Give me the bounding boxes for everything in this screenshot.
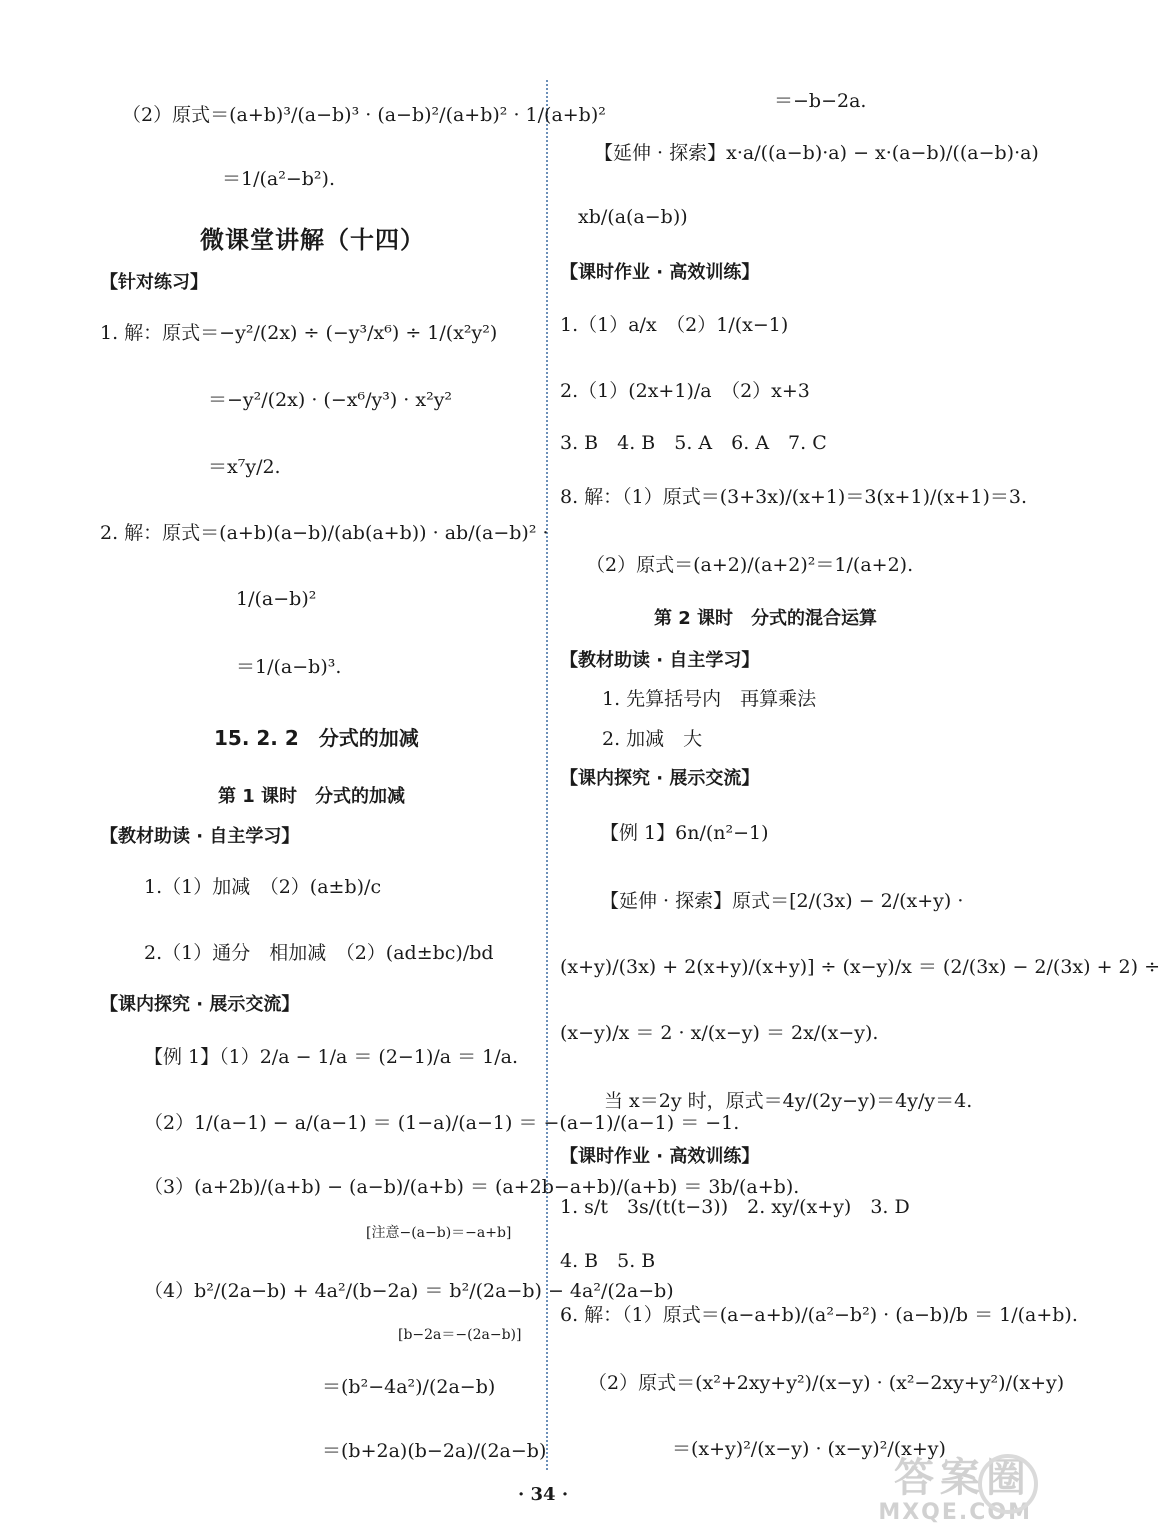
- practice-1-line-3: ＝x⁷y/2.: [208, 456, 281, 478]
- homework-2-q1-3: 1. s/t 3s/(t(t−3)) 2. xy/(x+y) 3. D: [560, 1196, 910, 1218]
- note-2: [b−2a＝−(2a−b)]: [398, 1327, 522, 1343]
- homework-2-q6-2: （2）原式＝(x²+2xy+y²)/(x−y) · (x²−2xy+y²)/(x+y): [588, 1372, 1065, 1394]
- right-line-1: ＝−b−2a.: [774, 90, 867, 112]
- section-title-micro-lesson: 微课堂讲解（十四）: [200, 226, 425, 254]
- left-line-1: （2）原式＝(a+b)³/(a−b)³ · (a−b)²/(a+b)² · 1/(a+b)²: [122, 104, 606, 126]
- page-number: · 34 ·: [518, 1484, 569, 1505]
- homework-1-q1: 1.（1）a/x （2）1/(x−1): [560, 314, 789, 336]
- watermark-text-bottom: MXQE.COM: [878, 1500, 1032, 1525]
- reading-2-answer-2: 2. 加减 大: [602, 728, 703, 750]
- extension-2-line-3: (x−y)/x ＝ 2 · x/(x−y) ＝ 2x/(x−y).: [560, 1022, 879, 1044]
- reading-answer-1: 1.（1）加减 （2）(a±b)/c: [144, 876, 382, 898]
- homework-2-q6-1: 6. 解：（1）原式＝(a−a+b)/(a²−b²) · (a−b)/b ＝ 1/(a+b).: [560, 1304, 1078, 1326]
- section-header-homework-2: 【课时作业 · 高效训练】: [560, 1146, 760, 1167]
- lesson-1-title: 第 1 课时 分式的加减: [218, 786, 406, 807]
- extension-2-line-1: 【延伸 · 探索】原式＝[2/(3x) − 2/(x+y) ·: [600, 890, 964, 912]
- extension-1-line-1: 【延伸 · 探索】x·a/((a−b)·a) − x·(a−b)/((a−b)·a): [594, 142, 1039, 164]
- left-line-2: ＝1/(a²−b²).: [222, 168, 335, 190]
- practice-2-line-1: 2. 解：原式＝(a+b)(a−b)/(ab(a+b)) · ab/(a−b)² ·: [100, 522, 549, 544]
- homework-1-q2: 2.（1）(2x+1)/a （2）x+3: [560, 380, 810, 402]
- reading-2-answer-1: 1. 先算括号内 再算乘法: [602, 688, 817, 710]
- section-header-exploration-2: 【课内探究 · 展示交流】: [560, 768, 760, 789]
- watermark-circle-icon: [978, 1454, 1038, 1514]
- homework-1-q3-7: 3. B 4. B 5. A 6. A 7. C: [560, 432, 827, 454]
- note-1: [注意−(a−b)＝−a+b]: [366, 1225, 512, 1241]
- section-header-reading-2: 【教材助读 · 自主学习】: [560, 650, 760, 671]
- practice-2-line-3: ＝1/(a−b)³.: [236, 656, 342, 678]
- column-divider: [546, 80, 548, 1470]
- example-1-part-2: （2）1/(a−1) − a/(a−1) ＝ (1−a)/(a−1) ＝ −(a−1)/(a−1) ＝ −1.: [144, 1112, 740, 1134]
- chapter-heading: 15. 2. 2 分式的加减: [214, 726, 419, 750]
- section-header-homework-1: 【课时作业 · 高效训练】: [560, 262, 760, 283]
- extension-1-line-2: xb/(a(a−b)): [578, 206, 688, 228]
- example-1-part-4-step-2: ＝(b²−4a²)/(2a−b): [322, 1376, 496, 1398]
- section-header-practice: 【针对练习】: [100, 272, 208, 293]
- practice-2-line-2: 1/(a−b)²: [236, 588, 317, 610]
- homework-2-q4-5: 4. B 5. B: [560, 1250, 656, 1272]
- example-1-part-4: （4）b²/(2a−b) + 4a²/(b−2a) ＝ b²/(2a−b) − 4a²/(2a−b): [144, 1280, 674, 1302]
- homework-2-q6-3: ＝(x+y)²/(x−y) · (x−y)²/(x+y): [672, 1438, 946, 1460]
- reading-answer-2: 2.（1）通分 相加减 （2）(ad±bc)/bd: [144, 942, 494, 964]
- example-1-part-3: （3）(a+2b)/(a+b) − (a−b)/(a+b) ＝ (a+2b−a+b)/(a+b) ＝ 3b/(a+b).: [144, 1176, 800, 1198]
- homework-1-q8-2: （2）原式＝(a+2)/(a+2)²＝1/(a+2).: [586, 554, 914, 576]
- extension-2-line-4: 当 x＝2y 时，原式＝4y/(2y−y)＝4y/y＝4.: [604, 1090, 973, 1112]
- watermark-text-top: 答案圈: [894, 1455, 1032, 1501]
- section-header-reading: 【教材助读 · 自主学习】: [100, 826, 300, 847]
- homework-1-q8-1: 8. 解：（1）原式＝(3+3x)/(x+1)＝3(x+1)/(x+1)＝3.: [560, 486, 1028, 508]
- example-2-answer: 【例 1】6n/(n²−1): [600, 822, 769, 844]
- lesson-2-title: 第 2 课时 分式的混合运算: [654, 608, 878, 629]
- example-1-part-1: 【例 1】（1）2/a − 1/a ＝ (2−1)/a ＝ 1/a.: [144, 1046, 519, 1068]
- extension-2-line-2: (x+y)/(3x) + 2(x+y)/(x+y)] ÷ (x−y)/x ＝ (2/(3x) − 2/(3x) + 2) ÷: [560, 956, 1160, 978]
- example-1-part-4-step-3: ＝(b+2a)(b−2a)/(2a−b): [322, 1440, 547, 1462]
- section-header-exploration: 【课内探究 · 展示交流】: [100, 994, 300, 1015]
- site-watermark-logo: [832, 1456, 1032, 1532]
- practice-1-line-2: ＝−y²/(2x) · (−x⁶/y³) · x²y²: [208, 389, 453, 411]
- practice-1-line-1: 1. 解：原式＝−y²/(2x) ÷ (−y³/x⁶) ÷ 1/(x²y²): [100, 322, 498, 344]
